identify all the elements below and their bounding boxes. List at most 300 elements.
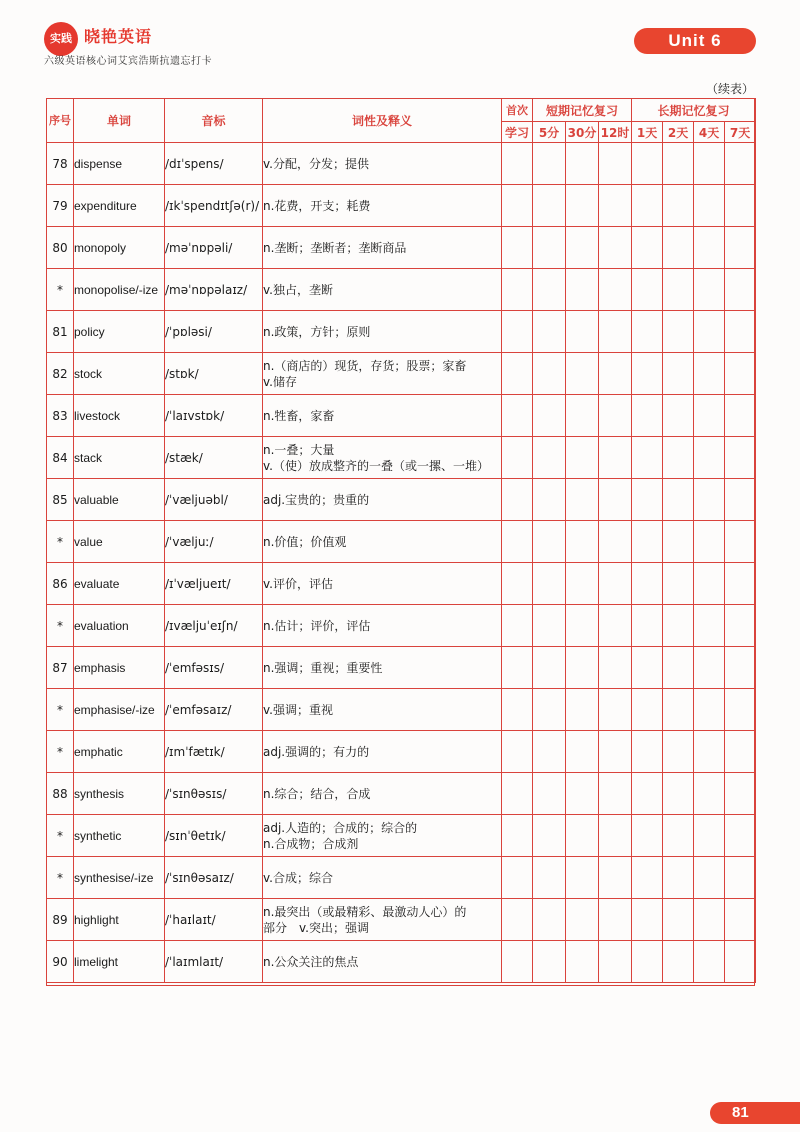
row-word: stock xyxy=(74,353,165,395)
checkbox-cell-first-study xyxy=(502,773,533,815)
checkbox-cell-short-30min xyxy=(566,941,599,983)
row-word: stack xyxy=(74,437,165,479)
checkbox-cell-short-5min xyxy=(533,563,566,605)
checkbox-cell-short-5min xyxy=(533,185,566,227)
checkbox-cell-short-5min xyxy=(533,731,566,773)
meaning-line: adj.人造的；合成的；综合的 xyxy=(263,820,418,835)
checkbox-cell-long-1day xyxy=(632,815,663,857)
row-meaning xyxy=(263,143,502,185)
checkbox-cell-long-1day xyxy=(632,185,663,227)
checkbox-cell-long-4day xyxy=(694,143,725,185)
row-word: emphatic xyxy=(74,731,165,773)
row-number: * xyxy=(47,605,74,647)
row-number: 81 xyxy=(47,311,74,353)
checkbox-cell-long-4day xyxy=(694,857,725,899)
checkbox-cell-long-4day xyxy=(694,941,725,983)
checkbox-cell-short-12h xyxy=(599,143,632,185)
row-word: evaluation xyxy=(74,605,165,647)
checkbox-cell-long-2day xyxy=(663,185,694,227)
row-meaning xyxy=(263,647,502,689)
row-meaning xyxy=(263,479,502,521)
checkbox-cell-long-7day xyxy=(725,899,756,941)
row-phonetic: /ˈemfəsaɪz/ xyxy=(165,689,263,731)
row-number: 83 xyxy=(47,395,74,437)
checkbox-cell-short-30min xyxy=(566,269,599,311)
meaning-line: n.（商店的）现货，存货；股票；家畜 xyxy=(263,358,467,373)
meaning-line: v.独占，垄断 xyxy=(263,282,333,297)
checkbox-cell-long-1day xyxy=(632,647,663,689)
meaning-line: n.估计；评价，评估 xyxy=(263,618,371,633)
meaning-line: n.公众关注的焦点 xyxy=(263,954,359,969)
row-word: livestock xyxy=(74,395,165,437)
checkbox-cell-long-1day xyxy=(632,857,663,899)
row-number: * xyxy=(47,815,74,857)
table-row xyxy=(47,521,756,563)
checkbox-cell-short-30min xyxy=(566,857,599,899)
checkbox-cell-long-7day xyxy=(725,353,756,395)
row-meaning xyxy=(263,227,502,269)
checkbox-cell-long-1day xyxy=(632,773,663,815)
row-meaning xyxy=(263,563,502,605)
checkbox-cell-short-5min xyxy=(533,941,566,983)
checkbox-cell-long-4day xyxy=(694,269,725,311)
checkbox-cell-long-2day xyxy=(663,689,694,731)
checkbox-cell-long-2day xyxy=(663,941,694,983)
checkbox-cell-short-12h xyxy=(599,185,632,227)
checkbox-cell-short-30min xyxy=(566,731,599,773)
checkbox-cell-short-30min xyxy=(566,899,599,941)
checkbox-cell-short-30min xyxy=(566,521,599,563)
checkbox-cell-short-12h xyxy=(599,773,632,815)
meaning-line: n.垄断；垄断者；垄断商品 xyxy=(263,240,407,255)
header-long-1day: 1天 xyxy=(632,122,663,143)
row-number: 84 xyxy=(47,437,74,479)
row-phonetic: /ˈlaɪvstɒk/ xyxy=(165,395,263,437)
meaning-line: v.强调；重视 xyxy=(263,702,333,717)
checkbox-cell-short-12h xyxy=(599,311,632,353)
checkbox-cell-long-7day xyxy=(725,185,756,227)
checkbox-cell-short-12h xyxy=(599,563,632,605)
unit-badge: Unit 6 xyxy=(634,28,756,54)
checkbox-cell-short-12h xyxy=(599,857,632,899)
checkbox-cell-short-30min xyxy=(566,185,599,227)
checkbox-cell-short-12h xyxy=(599,521,632,563)
checkbox-cell-long-2day xyxy=(663,647,694,689)
page-header xyxy=(44,20,756,66)
row-number: 86 xyxy=(47,563,74,605)
checkbox-cell-short-5min xyxy=(533,899,566,941)
checkbox-cell-first-study xyxy=(502,185,533,227)
table-row xyxy=(47,941,756,983)
row-meaning xyxy=(263,773,502,815)
row-phonetic: /ɪkˈspendɪtʃə(r)/ xyxy=(165,185,263,227)
checkbox-cell-long-4day xyxy=(694,185,725,227)
checkbox-cell-long-2day xyxy=(663,815,694,857)
checkbox-cell-short-12h xyxy=(599,227,632,269)
checkbox-cell-first-study xyxy=(502,437,533,479)
checkbox-cell-long-1day xyxy=(632,731,663,773)
checkbox-cell-long-2day xyxy=(663,227,694,269)
row-number: 82 xyxy=(47,353,74,395)
meaning-line: n.一叠；大量 xyxy=(263,442,335,457)
checkbox-cell-short-12h xyxy=(599,941,632,983)
checkbox-cell-first-study xyxy=(502,563,533,605)
row-meaning xyxy=(263,857,502,899)
checkbox-cell-short-30min xyxy=(566,311,599,353)
checkbox-cell-long-2day xyxy=(663,731,694,773)
row-word: synthetic xyxy=(74,815,165,857)
checkbox-cell-short-30min xyxy=(566,563,599,605)
row-word: evaluate xyxy=(74,563,165,605)
continued-label: （续表） xyxy=(705,82,754,96)
table-row xyxy=(47,269,756,311)
checkbox-cell-short-30min xyxy=(566,773,599,815)
row-meaning xyxy=(263,269,502,311)
table-row xyxy=(47,479,756,521)
checkbox-cell-short-12h xyxy=(599,269,632,311)
checkbox-cell-long-1day xyxy=(632,353,663,395)
checkbox-cell-first-study xyxy=(502,647,533,689)
checkbox-cell-first-study xyxy=(502,941,533,983)
checkbox-cell-short-5min xyxy=(533,605,566,647)
table-row xyxy=(47,857,756,899)
checkbox-cell-first-study xyxy=(502,731,533,773)
checkbox-cell-long-7day xyxy=(725,437,756,479)
header-long-4day: 4天 xyxy=(694,122,725,143)
row-meaning xyxy=(263,605,502,647)
row-phonetic: /dɪˈspens/ xyxy=(165,143,263,185)
checkbox-cell-long-7day xyxy=(725,605,756,647)
checkbox-cell-long-7day xyxy=(725,395,756,437)
vocabulary-table xyxy=(46,98,756,983)
checkbox-cell-short-5min xyxy=(533,689,566,731)
row-word: emphasis xyxy=(74,647,165,689)
table-row xyxy=(47,605,756,647)
meaning-line: n.价值；价值观 xyxy=(263,534,347,549)
checkbox-cell-short-30min xyxy=(566,395,599,437)
row-meaning xyxy=(263,731,502,773)
checkbox-cell-long-2day xyxy=(663,269,694,311)
checkbox-cell-long-4day xyxy=(694,353,725,395)
header-short-30min: 30分 xyxy=(566,122,599,143)
row-number: 88 xyxy=(47,773,74,815)
checkbox-cell-long-4day xyxy=(694,395,725,437)
checkbox-cell-long-1day xyxy=(632,563,663,605)
header-word: 单词 xyxy=(74,99,165,143)
checkbox-cell-short-12h xyxy=(599,899,632,941)
checkbox-cell-long-4day xyxy=(694,689,725,731)
checkbox-cell-short-5min xyxy=(533,311,566,353)
checkbox-cell-short-30min xyxy=(566,479,599,521)
checkbox-cell-short-30min xyxy=(566,815,599,857)
checkbox-cell-long-1day xyxy=(632,941,663,983)
row-phonetic: /ˈlaɪmlaɪt/ xyxy=(165,941,263,983)
table-row xyxy=(47,227,756,269)
table-row xyxy=(47,353,756,395)
checkbox-cell-first-study xyxy=(502,857,533,899)
checkbox-cell-long-4day xyxy=(694,647,725,689)
checkbox-cell-first-study xyxy=(502,311,533,353)
checkbox-cell-long-7day xyxy=(725,857,756,899)
row-meaning xyxy=(263,899,502,941)
table-row xyxy=(47,437,756,479)
row-number: * xyxy=(47,521,74,563)
checkbox-cell-long-1day xyxy=(632,395,663,437)
row-phonetic: /ˈvæljuː/ xyxy=(165,521,263,563)
row-word: limelight xyxy=(74,941,165,983)
checkbox-cell-short-12h xyxy=(599,479,632,521)
checkbox-cell-long-1day xyxy=(632,311,663,353)
row-word: expenditure xyxy=(74,185,165,227)
row-meaning xyxy=(263,941,502,983)
checkbox-cell-short-12h xyxy=(599,353,632,395)
row-word: dispense xyxy=(74,143,165,185)
checkbox-cell-long-1day xyxy=(632,521,663,563)
row-word: policy xyxy=(74,311,165,353)
row-phonetic: /ˈemfəsɪs/ xyxy=(165,647,263,689)
row-meaning xyxy=(263,521,502,563)
checkbox-cell-short-12h xyxy=(599,647,632,689)
checkbox-cell-long-4day xyxy=(694,605,725,647)
brand-logo-icon: 实践 xyxy=(44,22,78,56)
checkbox-cell-long-4day xyxy=(694,815,725,857)
checkbox-cell-long-1day xyxy=(632,269,663,311)
header-short-5min: 5分 xyxy=(533,122,566,143)
meaning-line: n.综合；结合，合成 xyxy=(263,786,371,801)
checkbox-cell-short-30min xyxy=(566,143,599,185)
meaning-line: adj.宝贵的；贵重的 xyxy=(263,492,370,507)
table-row xyxy=(47,185,756,227)
checkbox-cell-short-30min xyxy=(566,227,599,269)
checkbox-cell-long-2day xyxy=(663,773,694,815)
checkbox-cell-long-7day xyxy=(725,689,756,731)
row-meaning xyxy=(263,185,502,227)
checkbox-cell-long-4day xyxy=(694,437,725,479)
row-number: * xyxy=(47,269,74,311)
header-long-7day: 7天 xyxy=(725,122,756,143)
header-long-2day: 2天 xyxy=(663,122,694,143)
checkbox-cell-long-2day xyxy=(663,479,694,521)
row-phonetic: /məˈnɒpəli/ xyxy=(165,227,263,269)
checkbox-cell-short-5min xyxy=(533,857,566,899)
row-number: * xyxy=(47,731,74,773)
checkbox-cell-long-4day xyxy=(694,773,725,815)
meaning-line: 部分 v.突出；强调 xyxy=(263,920,369,935)
checkbox-cell-first-study xyxy=(502,605,533,647)
row-meaning xyxy=(263,311,502,353)
row-phonetic: /məˈnɒpəlaɪz/ xyxy=(165,269,263,311)
table-row xyxy=(47,815,756,857)
checkbox-cell-short-5min xyxy=(533,773,566,815)
checkbox-cell-long-2day xyxy=(663,353,694,395)
checkbox-cell-long-4day xyxy=(694,479,725,521)
row-number: 87 xyxy=(47,647,74,689)
row-word: valuable xyxy=(74,479,165,521)
checkbox-cell-long-2day xyxy=(663,143,694,185)
row-number: 79 xyxy=(47,185,74,227)
checkbox-cell-short-12h xyxy=(599,395,632,437)
checkbox-cell-first-study xyxy=(502,353,533,395)
row-meaning xyxy=(263,815,502,857)
checkbox-cell-short-12h xyxy=(599,731,632,773)
checkbox-cell-long-2day xyxy=(663,857,694,899)
row-number: 78 xyxy=(47,143,74,185)
table-row xyxy=(47,143,756,185)
row-meaning xyxy=(263,353,502,395)
checkbox-cell-long-7day xyxy=(725,773,756,815)
meaning-line: v.评价，评估 xyxy=(263,576,333,591)
checkbox-cell-short-30min xyxy=(566,605,599,647)
row-phonetic: /ˈsɪnθəsaɪz/ xyxy=(165,857,263,899)
row-meaning xyxy=(263,437,502,479)
header-meaning: 词性及释义 xyxy=(263,99,502,143)
checkbox-cell-long-4day xyxy=(694,227,725,269)
checkbox-cell-first-study xyxy=(502,395,533,437)
meaning-line: v.分配，分发；提供 xyxy=(263,156,369,171)
header-first-study-top: 首次 xyxy=(502,99,533,122)
checkbox-cell-short-30min xyxy=(566,689,599,731)
checkbox-cell-first-study xyxy=(502,227,533,269)
row-phonetic: /ɪvæljuˈeɪʃn/ xyxy=(165,605,263,647)
meaning-line: n.牲畜，家畜 xyxy=(263,408,335,423)
checkbox-cell-short-12h xyxy=(599,605,632,647)
table-row xyxy=(47,689,756,731)
checkbox-cell-long-4day xyxy=(694,521,725,563)
checkbox-cell-long-7day xyxy=(725,941,756,983)
meaning-line: v.（使）放成整齐的一叠（或一摞、一堆） xyxy=(263,458,489,473)
row-word: highlight xyxy=(74,899,165,941)
checkbox-cell-long-7day xyxy=(725,563,756,605)
checkbox-cell-long-1day xyxy=(632,437,663,479)
checkbox-cell-short-5min xyxy=(533,395,566,437)
checkbox-cell-long-2day xyxy=(663,563,694,605)
checkbox-cell-long-7day xyxy=(725,521,756,563)
row-meaning xyxy=(263,689,502,731)
table-row xyxy=(47,311,756,353)
checkbox-cell-first-study xyxy=(502,479,533,521)
checkbox-cell-short-30min xyxy=(566,647,599,689)
checkbox-cell-short-5min xyxy=(533,437,566,479)
row-word: value xyxy=(74,521,165,563)
meaning-line: n.政策，方针；原则 xyxy=(263,324,371,339)
meaning-line: n.合成物；合成剂 xyxy=(263,836,359,851)
header-long-term: 长期记忆复习 xyxy=(632,99,756,122)
row-phonetic: /ɪmˈfætɪk/ xyxy=(165,731,263,773)
table-row xyxy=(47,773,756,815)
checkbox-cell-short-5min xyxy=(533,521,566,563)
checkbox-cell-short-5min xyxy=(533,227,566,269)
row-number: 80 xyxy=(47,227,74,269)
row-number: * xyxy=(47,689,74,731)
page-number: 81 xyxy=(710,1102,800,1124)
checkbox-cell-long-7day xyxy=(725,815,756,857)
checkbox-cell-long-7day xyxy=(725,731,756,773)
checkbox-cell-long-2day xyxy=(663,899,694,941)
checkbox-cell-short-5min xyxy=(533,479,566,521)
checkbox-cell-first-study xyxy=(502,815,533,857)
row-number: 90 xyxy=(47,941,74,983)
checkbox-cell-short-5min xyxy=(533,815,566,857)
row-number: 85 xyxy=(47,479,74,521)
checkbox-cell-long-4day xyxy=(694,899,725,941)
row-word: monopoly xyxy=(74,227,165,269)
checkbox-cell-long-7day xyxy=(725,647,756,689)
checkbox-cell-first-study xyxy=(502,899,533,941)
row-phonetic: /ˈpɒləsi/ xyxy=(165,311,263,353)
meaning-line: v.储存 xyxy=(263,374,297,389)
row-word: synthesise/-ize xyxy=(74,857,165,899)
table-row xyxy=(47,899,756,941)
checkbox-cell-first-study xyxy=(502,689,533,731)
checkbox-cell-long-1day xyxy=(632,479,663,521)
checkbox-cell-short-12h xyxy=(599,689,632,731)
row-word: monopolise/-ize xyxy=(74,269,165,311)
meaning-line: v.合成；综合 xyxy=(263,870,333,885)
checkbox-cell-long-1day xyxy=(632,143,663,185)
checkbox-cell-first-study xyxy=(502,143,533,185)
checkbox-cell-long-2day xyxy=(663,311,694,353)
row-number: * xyxy=(47,857,74,899)
table-row xyxy=(47,395,756,437)
checkbox-cell-long-7day xyxy=(725,227,756,269)
checkbox-cell-short-12h xyxy=(599,815,632,857)
header-first-study-bottom: 学习 xyxy=(502,122,533,143)
table-row xyxy=(47,731,756,773)
row-phonetic: /sɪnˈθetɪk/ xyxy=(165,815,263,857)
checkbox-cell-short-5min xyxy=(533,647,566,689)
checkbox-cell-long-4day xyxy=(694,731,725,773)
header-phonetic: 音标 xyxy=(165,99,263,143)
checkbox-cell-long-2day xyxy=(663,437,694,479)
row-word: emphasise/-ize xyxy=(74,689,165,731)
row-meaning xyxy=(263,395,502,437)
checkbox-cell-first-study xyxy=(502,521,533,563)
meaning-line: n.最突出（或最精彩、最激动人心）的 xyxy=(263,904,467,919)
checkbox-cell-first-study xyxy=(502,269,533,311)
checkbox-cell-short-5min xyxy=(533,269,566,311)
checkbox-cell-long-2day xyxy=(663,521,694,563)
checkbox-cell-long-7day xyxy=(725,311,756,353)
checkbox-cell-long-1day xyxy=(632,605,663,647)
checkbox-cell-short-5min xyxy=(533,143,566,185)
header-short-term: 短期记忆复习 xyxy=(533,99,632,122)
meaning-line: adj.强调的；有力的 xyxy=(263,744,370,759)
checkbox-cell-long-2day xyxy=(663,605,694,647)
brand-name: 晓艳英语 xyxy=(84,27,153,46)
row-phonetic: /stæk/ xyxy=(165,437,263,479)
checkbox-cell-short-12h xyxy=(599,437,632,479)
checkbox-cell-long-4day xyxy=(694,563,725,605)
checkbox-cell-long-1day xyxy=(632,899,663,941)
table-row xyxy=(47,647,756,689)
vocabulary-rows xyxy=(47,143,756,983)
row-word: synthesis xyxy=(74,773,165,815)
book-subtitle: 六级英语核心词艾宾浩斯抗遗忘打卡 xyxy=(44,56,212,67)
checkbox-cell-long-1day xyxy=(632,227,663,269)
checkbox-cell-long-2day xyxy=(663,395,694,437)
checkbox-cell-short-30min xyxy=(566,437,599,479)
header-num: 序号 xyxy=(47,99,74,143)
meaning-line: n.强调；重视；重要性 xyxy=(263,660,383,675)
meaning-line: n.花费，开支；耗费 xyxy=(263,198,371,213)
row-phonetic: /ˈsɪnθəsɪs/ xyxy=(165,773,263,815)
header-short-12h: 12时 xyxy=(599,122,632,143)
checkbox-cell-short-30min xyxy=(566,353,599,395)
checkbox-cell-long-7day xyxy=(725,479,756,521)
row-phonetic: /ɪˈvæljueɪt/ xyxy=(165,563,263,605)
row-phonetic: /stɒk/ xyxy=(165,353,263,395)
checkbox-cell-short-5min xyxy=(533,353,566,395)
